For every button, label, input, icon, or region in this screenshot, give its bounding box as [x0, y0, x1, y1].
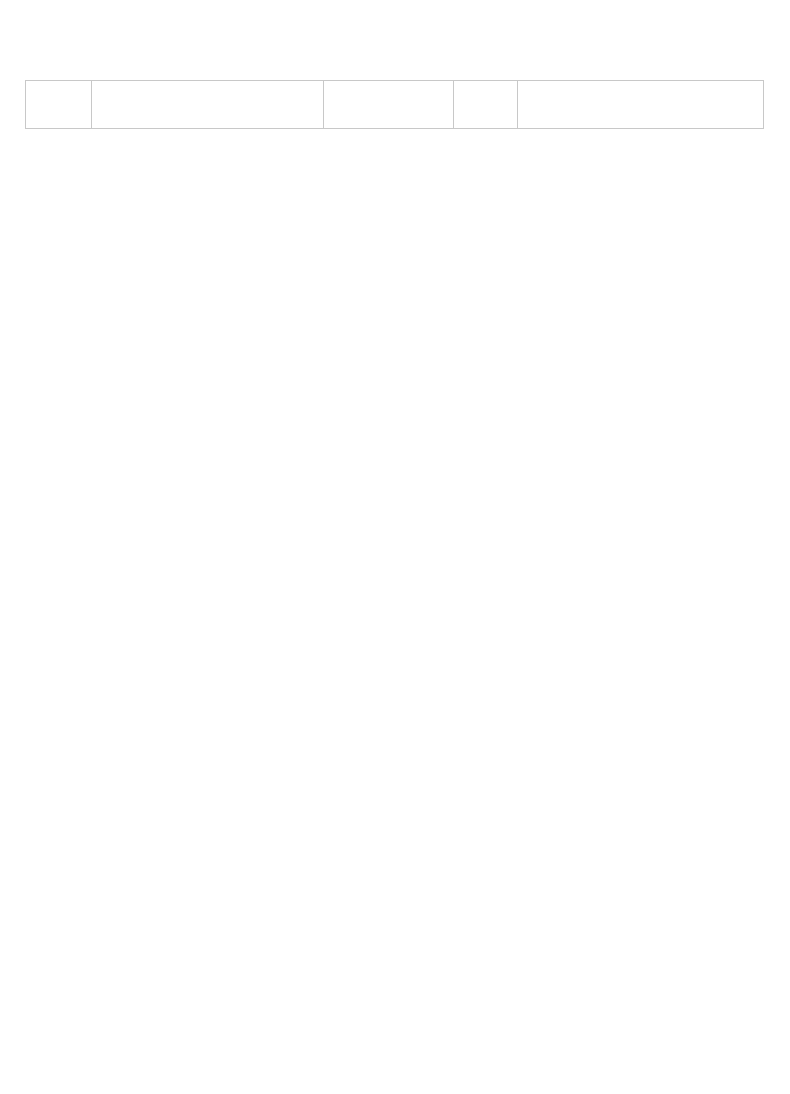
corner-cell	[26, 81, 92, 129]
skirt-group-header	[518, 81, 764, 129]
shirt-group-header	[92, 81, 324, 129]
blank-cell	[454, 81, 518, 129]
size-info-table	[25, 80, 764, 129]
pants-group-header	[324, 81, 454, 129]
